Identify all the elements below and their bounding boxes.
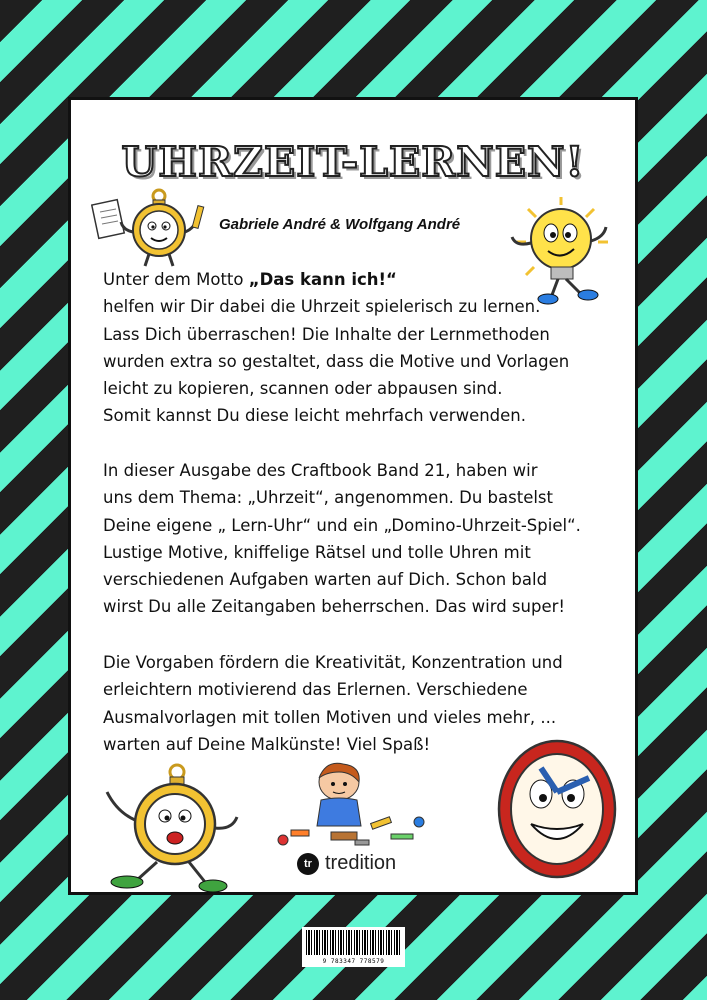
tredition-logo-icon: tr	[297, 853, 319, 875]
barcode-icon	[302, 927, 405, 967]
text-line: Deine eigene „ Lern-Uhr“ und ein „Domino-Uhrzeit-Spiel“.	[103, 515, 581, 535]
pocket-watch-character-icon	[91, 188, 216, 268]
publisher-brand	[297, 852, 396, 875]
barcode-number: 9 783347 778579	[322, 958, 385, 965]
text-line: warten auf Deine Malkünste! Viel Spaß!	[103, 734, 431, 754]
paragraph-topic	[103, 457, 623, 621]
text-line: verschiedenen Aufgaben warten auf Dich. Schon bald	[103, 570, 548, 590]
text-line: erleichtern motivierend das Erlernen. Verschiedene	[103, 680, 528, 700]
text-line: helfen wir Dir dabei die Uhrzeit spielerisch zu lernen.	[103, 297, 541, 317]
intro-first-line	[103, 266, 623, 293]
barcode-bars	[306, 930, 401, 955]
book-title: UHRZEIT-LERNEN!	[121, 138, 585, 186]
text-line: leicht zu kopieren, scannen oder abpausen sind.	[103, 379, 503, 399]
intro-lead: Unter dem Motto	[103, 270, 249, 289]
running-pocket-watch-icon	[97, 762, 247, 894]
red-wall-clock-character-icon	[493, 734, 623, 884]
cover-panel	[68, 97, 638, 895]
text-line: Die Vorgaben fördern die Kreativität, Konzentration und	[103, 653, 563, 672]
text-line: Ausmalvorlagen mit tollen Motiven und vieles mehr, ...	[103, 707, 557, 727]
text-line: wirst Du alle Zeitangaben beherrschen. Das wird super!	[103, 597, 566, 617]
paragraph-intro	[103, 266, 623, 430]
motto: „Das kann ich!“	[248, 270, 397, 289]
text-line: wurden extra so gestaltet, dass die Motive und Vorlagen	[103, 351, 570, 371]
text-line: Lustige Motive, kniffelige Rätsel und tolle Uhren mit	[103, 542, 531, 562]
text-line: Lass Dich überraschen! Die Inhalte der Lernmethoden	[103, 324, 550, 344]
publisher-name: tredition	[325, 852, 397, 874]
text-line: Somit kannst Du diese leicht mehrfach verwenden.	[103, 406, 527, 426]
boy-crafting-illustration	[271, 760, 431, 852]
authors: Gabriele André & Wolfgang André	[219, 216, 461, 233]
text-line: uns dem Thema: „Uhrzeit“, angenommen. Du bastelst	[103, 488, 553, 508]
text-line: In dieser Ausgabe des Craftbook Band 21, haben wir	[103, 461, 538, 480]
